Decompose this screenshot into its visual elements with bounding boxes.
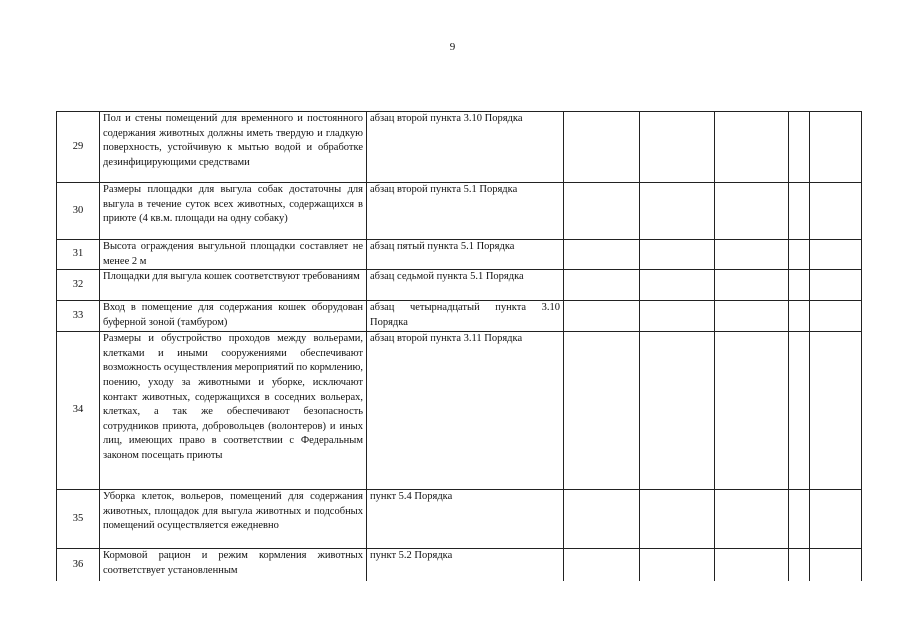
empty-cell bbox=[715, 112, 789, 183]
table-row bbox=[57, 332, 862, 490]
table-row bbox=[57, 549, 862, 581]
table-row bbox=[57, 183, 862, 240]
empty-cell bbox=[810, 549, 862, 581]
row-number: 36 bbox=[57, 549, 100, 581]
empty-cell bbox=[789, 240, 810, 270]
row-number: 32 bbox=[57, 270, 100, 301]
empty-cell bbox=[640, 240, 715, 270]
empty-cell bbox=[640, 332, 715, 490]
empty-cell bbox=[564, 301, 640, 332]
empty-cell bbox=[810, 270, 862, 301]
reference-cell: абзац четырнадцатый пункта 3.10 Порядка bbox=[367, 301, 564, 332]
empty-cell bbox=[789, 183, 810, 240]
table-row bbox=[57, 490, 862, 549]
reference-cell: абзац второй пункта 3.10 Порядка bbox=[367, 112, 564, 183]
row-number: 35 bbox=[57, 490, 100, 549]
requirement-cell: Высота ограждения выгульной площадки составляет не менее 2 м bbox=[100, 240, 367, 270]
reference-cell: абзац второй пункта 3.11 Порядка bbox=[367, 332, 564, 490]
requirement-cell: Уборка клеток, вольеров, помещений для содержания животных, площадок для выгула животных и подсобных помещений осуществляется ежедневно bbox=[100, 490, 367, 549]
row-number: 34 bbox=[57, 332, 100, 490]
page-number: 9 bbox=[449, 41, 456, 53]
empty-cell bbox=[810, 301, 862, 332]
empty-cell bbox=[640, 270, 715, 301]
row-number: 30 bbox=[57, 183, 100, 240]
empty-cell bbox=[789, 270, 810, 301]
empty-cell bbox=[789, 549, 810, 581]
empty-cell bbox=[810, 240, 862, 270]
table-row bbox=[57, 270, 862, 301]
table-row bbox=[57, 112, 862, 183]
empty-cell bbox=[715, 332, 789, 490]
requirement-cell: Вход в помещение для содержания кошек оборудован буферной зоной (тамбуром) bbox=[100, 301, 367, 332]
empty-cell bbox=[715, 270, 789, 301]
reference-cell: абзац пятый пункта 5.1 Порядка bbox=[367, 240, 564, 270]
empty-cell bbox=[564, 270, 640, 301]
empty-cell bbox=[564, 183, 640, 240]
empty-cell bbox=[715, 301, 789, 332]
empty-cell bbox=[564, 112, 640, 183]
empty-cell bbox=[715, 490, 789, 549]
reference-cell: пункт 5.4 Порядка bbox=[367, 490, 564, 549]
empty-cell bbox=[564, 240, 640, 270]
checklist-table bbox=[56, 111, 862, 581]
empty-cell bbox=[640, 549, 715, 581]
empty-cell bbox=[564, 549, 640, 581]
empty-cell bbox=[810, 183, 862, 240]
requirement-cell: Размеры площадки для выгула собак достаточны для выгула в течение суток всех животных, содержащихся в приюте (4 кв.м. площади на одну собаку) bbox=[100, 183, 367, 240]
table-row bbox=[57, 301, 862, 332]
reference-cell: пункт 5.2 Порядка bbox=[367, 549, 564, 581]
empty-cell bbox=[810, 490, 862, 549]
requirement-cell: Размеры и обустройство проходов между вольерами, клетками и иными сооружениями обеспечивают возможность осуществления мероприятий по кормлению, поению, уходу за животными и уборке, исключают контакт животных, содержащихся в соседних вольерах, клетках, а так же обеспечивают безопасность сотрудников приюта, добровольцев (волонтеров) и иных лиц, имеющих право в соответствии с Федеральным законом посещать приюты bbox=[100, 332, 367, 490]
empty-cell bbox=[564, 490, 640, 549]
row-number: 29 bbox=[57, 112, 100, 183]
reference-cell: абзац седьмой пункта 5.1 Порядка bbox=[367, 270, 564, 301]
requirement-cell: Площадки для выгула кошек соответствуют требованиям bbox=[100, 270, 367, 301]
empty-cell bbox=[715, 549, 789, 581]
empty-cell bbox=[715, 183, 789, 240]
requirement-cell: Пол и стены помещений для временного и постоянного содержания животных должны иметь твердую и гладкую поверхность, устойчивую к мытью водой и обработке дезинфицирующими средствами bbox=[100, 112, 367, 183]
empty-cell bbox=[564, 332, 640, 490]
row-number: 31 bbox=[57, 240, 100, 270]
reference-cell: абзац второй пункта 5.1 Порядка bbox=[367, 183, 564, 240]
empty-cell bbox=[810, 332, 862, 490]
empty-cell bbox=[640, 112, 715, 183]
empty-cell bbox=[640, 490, 715, 549]
row-number: 33 bbox=[57, 301, 100, 332]
requirement-cell: Кормовой рацион и режим кормления животных соответствует установленным bbox=[100, 549, 367, 581]
empty-cell bbox=[789, 490, 810, 549]
empty-cell bbox=[640, 183, 715, 240]
empty-cell bbox=[810, 112, 862, 183]
empty-cell bbox=[789, 301, 810, 332]
table-row bbox=[57, 240, 862, 270]
empty-cell bbox=[789, 332, 810, 490]
empty-cell bbox=[640, 301, 715, 332]
empty-cell bbox=[715, 240, 789, 270]
empty-cell bbox=[789, 112, 810, 183]
